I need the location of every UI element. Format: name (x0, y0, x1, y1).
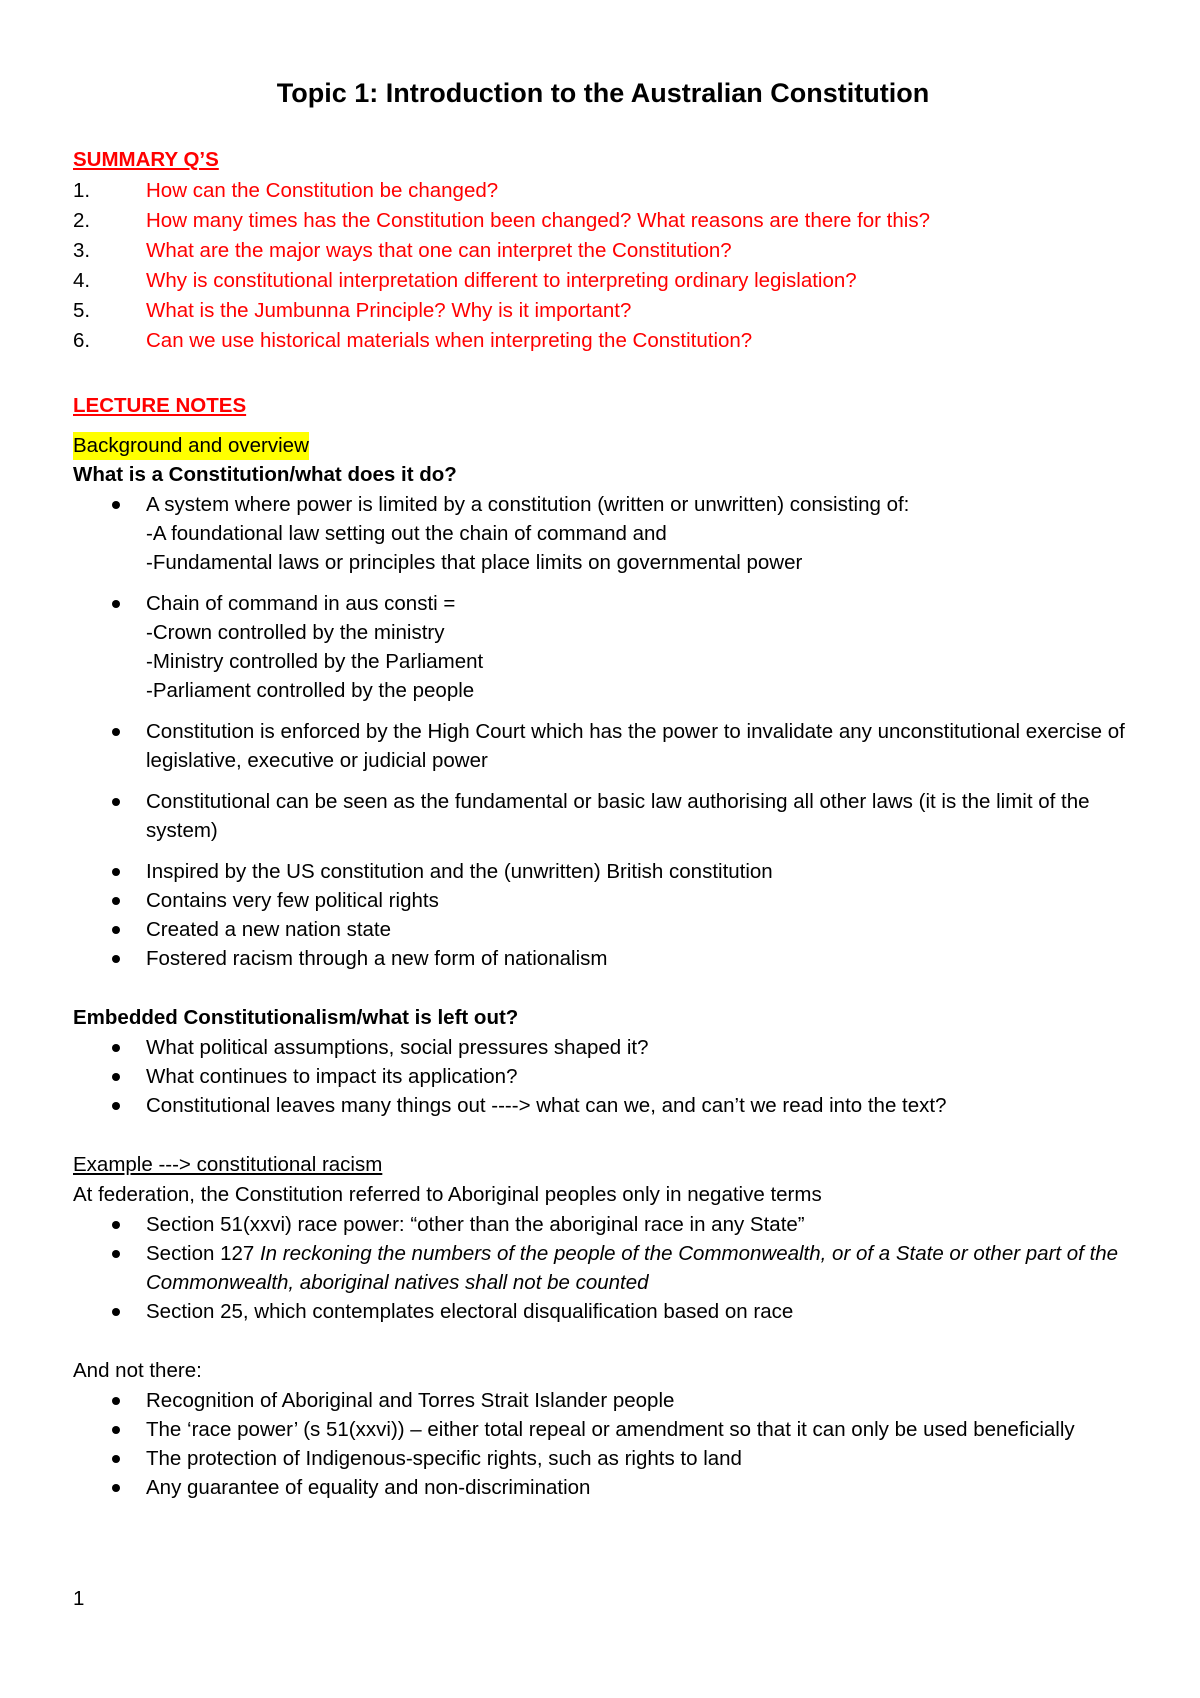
spacer (73, 973, 1133, 1003)
list-item (73, 1473, 1133, 1502)
question-number: 4. (73, 269, 91, 292)
bullet-icon (112, 1073, 120, 1081)
question-text: How many times has the Constitution been changed? What reasons are there for this? (146, 209, 930, 232)
embedded-bullets (73, 1033, 1133, 1120)
bullet-icon (112, 1221, 120, 1229)
bullet-subline: -Fundamental laws or principles that place limits on governmental power (146, 551, 803, 574)
bullet-icon (112, 955, 120, 963)
example-heading: Example ---> constitutional racism (73, 1153, 383, 1176)
bullet-text: Constitution is enforced by the High Court which has the power to invalidate any unconstitutional exercise of legislative, executive or judicial power (146, 720, 1125, 772)
not-there-bullets (73, 1386, 1133, 1502)
list-item (73, 944, 1133, 973)
question-number: 1. (73, 179, 91, 202)
lecture-notes-heading: LECTURE NOTES (73, 394, 247, 417)
bullet-text: Constitutional can be seen as the fundamental or basic law authorising all other laws (it is the limit of the system) (146, 790, 1090, 842)
question-text: Can we use historical materials when interpreting the Constitution? (146, 329, 753, 352)
list-item (73, 1297, 1133, 1326)
spacer (73, 420, 1133, 432)
bullet-text: What continues to impact its application? (146, 1065, 518, 1088)
bullet-text: Fostered racism through a new form of nationalism (146, 947, 608, 970)
spacer (73, 356, 1133, 392)
example-intro: At federation, the Constitution referred to Aboriginal peoples only in negative terms (73, 1183, 822, 1206)
summary-question (73, 326, 1133, 356)
bullet-icon (112, 1455, 120, 1463)
background-heading: Background and overview (73, 432, 309, 460)
bullet-text: Any guarantee of equality and non-discrimination (146, 1476, 591, 1499)
page-number: 1 (73, 1587, 85, 1610)
embedded-heading: Embedded Constitutionalism/what is left out? (73, 1006, 519, 1029)
bullet-subline: -Ministry controlled by the Parliament (146, 650, 484, 673)
bullet-icon (112, 600, 120, 608)
question-text: What are the major ways that one can interpret the Constitution? (146, 239, 732, 262)
bullet-icon (112, 798, 120, 806)
summary-heading: SUMMARY Q’S (73, 148, 219, 171)
list-item (73, 787, 1133, 845)
bullet-text: Section 25, which contemplates electoral disqualification based on race (146, 1300, 794, 1323)
bullet-icon (112, 1397, 120, 1405)
summary-question (73, 296, 1133, 326)
question-number: 2. (73, 209, 91, 232)
bullet-text: Constitutional leaves many things out ----> what can we, and can’t we read into the text? (146, 1094, 947, 1117)
bullet-text: Inspired by the US constitution and the (unwritten) British constitution (146, 860, 773, 883)
bullet-icon (112, 1250, 120, 1258)
bullet-icon (112, 1484, 120, 1492)
bullet-text: The protection of Indigenous-specific rights, such as rights to land (146, 1447, 742, 1470)
list-item (73, 589, 1133, 705)
list-item (73, 1210, 1133, 1239)
spacer (73, 1120, 1133, 1150)
summary-question (73, 206, 1133, 236)
overview-bullets (73, 490, 1133, 973)
bullet-text: Chain of command in aus consti = (146, 592, 456, 615)
question-number: 6. (73, 329, 91, 352)
bullet-subline: -Crown controlled by the ministry (146, 621, 445, 644)
bullet-text-prefix: Section 127 (146, 1242, 260, 1265)
bullet-icon (112, 868, 120, 876)
what-is-heading: What is a Constitution/what does it do? (73, 463, 457, 486)
bullet-icon (112, 1426, 120, 1434)
bullet-text: What political assumptions, social pressures shaped it? (146, 1036, 649, 1059)
question-text: What is the Jumbunna Principle? Why is it important? (146, 299, 632, 322)
not-there-heading: And not there: (73, 1359, 202, 1382)
question-text: Why is constitutional interpretation different to interpreting ordinary legislation? (146, 269, 857, 292)
summary-questions-list (73, 176, 1133, 356)
bullet-subline: -Parliament controlled by the people (146, 679, 475, 702)
bullet-text: Section 51(xxvi) race power: “other than the aboriginal race in any State” (146, 1213, 805, 1236)
bullet-text: Contains very few political rights (146, 889, 439, 912)
list-item (73, 1386, 1133, 1415)
list-item (73, 857, 1133, 886)
question-text: How can the Constitution be changed? (146, 179, 499, 202)
list-item (73, 886, 1133, 915)
bullet-icon (112, 1044, 120, 1052)
list-item (73, 1444, 1133, 1473)
page-title: Topic 1: Introduction to the Australian Constitution (276, 78, 930, 108)
question-number: 3. (73, 239, 91, 262)
bullet-icon (112, 501, 120, 509)
question-number: 5. (73, 299, 91, 322)
list-item (73, 1091, 1133, 1120)
summary-question (73, 266, 1133, 296)
list-item (73, 1239, 1133, 1297)
summary-question (73, 176, 1133, 206)
bullet-text: A system where power is limited by a constitution (written or unwritten) consisting of: (146, 493, 910, 516)
bullet-icon (112, 1308, 120, 1316)
bullet-text: Recognition of Aboriginal and Torres Strait Islander people (146, 1389, 675, 1412)
spacer (73, 1326, 1133, 1356)
bullet-icon (112, 728, 120, 736)
list-item (73, 1415, 1133, 1444)
bullet-icon (112, 926, 120, 934)
list-item (73, 915, 1133, 944)
list-item (73, 1062, 1133, 1091)
bullet-subline: -A foundational law setting out the chain of command and (146, 522, 667, 545)
summary-question (73, 236, 1133, 266)
example-bullets (73, 1210, 1133, 1326)
bullet-icon (112, 1102, 120, 1110)
background-heading-row (73, 432, 1133, 460)
bullet-text: Created a new nation state (146, 918, 392, 941)
page-content (73, 76, 1133, 1502)
list-item (73, 490, 1133, 577)
bullet-icon (112, 897, 120, 905)
list-item (73, 717, 1133, 775)
list-item (73, 1033, 1133, 1062)
bullet-text-quote: In reckoning the numbers of the people of the Commonwealth, or of a State or other part of the Commonwealth, aboriginal natives shall not be counted (146, 1242, 1119, 1294)
bullet-text: The ‘race power’ (s 51(xxvi)) – either total repeal or amendment so that it can only be used beneficially (146, 1418, 1075, 1441)
